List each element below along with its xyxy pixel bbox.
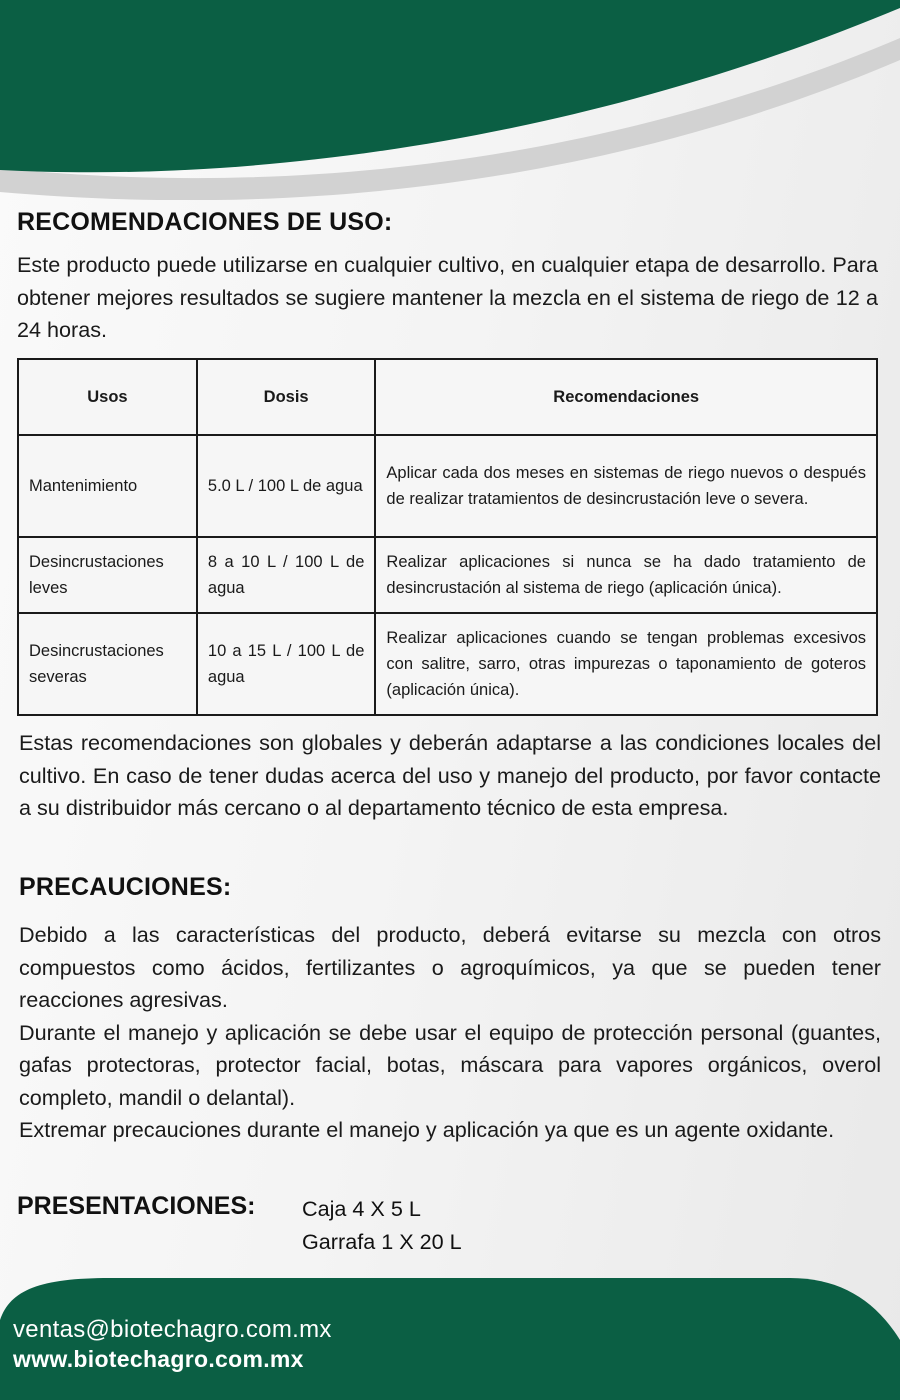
cell-dosis: 5.0 L / 100 L de agua: [197, 435, 376, 537]
precautions-body: [19, 919, 881, 1147]
presentations-title: PRESENTACIONES:: [17, 1192, 256, 1220]
presentations-list: [302, 1193, 462, 1258]
header-recomendaciones: Recomendaciones: [375, 359, 877, 435]
cell-recomendacion: Aplicar cada dos meses en sistemas de riego nuevos o después de realizar tratamientos de desincrustación leve o severa.: [375, 435, 877, 537]
table-header-row: [18, 359, 877, 435]
contact-website[interactable]: www.biotechagro.com.mx: [13, 1346, 304, 1372]
precaution-paragraph: Debido a las características del producto, deberá evitarse su mezcla con otros compuestos como ácidos, fertilizantes o agroquímicos, ya que se pueden tener reacciones agresivas.: [19, 922, 881, 1012]
header-dosis: Dosis: [197, 359, 376, 435]
cell-recomendacion: Realizar aplicaciones si nunca se ha dado tratamiento de desincrustación al sistema de riego (aplicación única).: [375, 537, 877, 613]
top-wave-green: [0, 0, 900, 172]
cell-uso: Mantenimiento: [18, 435, 197, 537]
recommendations-intro: [17, 249, 878, 347]
precaution-paragraph: Extremar precauciones durante el manejo y aplicación ya que es un agente oxidante.: [19, 1117, 835, 1142]
presentation-item: Garrafa 1 X 20 L: [302, 1228, 462, 1254]
usage-table: [17, 358, 878, 716]
disclaimer-note-text: Estas recomendaciones son globales y deberán adaptarse a las condiciones locales del cultivo. En caso de tener dudas acerca del uso y manejo del producto, por favor contacte a su distribuidor más cercano o al departamento técnico de esta empresa.: [19, 730, 881, 820]
cell-uso: Desincrustaciones leves: [18, 537, 197, 613]
precaution-paragraph: Durante el manejo y aplicación se debe usar el equipo de protección personal (guantes, gafas protectoras, protector facial, botas, máscara para vapores orgánicos, overol completo, mandil o delantal).: [19, 1019, 881, 1110]
cell-uso: Desincrustaciones severas: [18, 613, 197, 715]
recommendations-title: RECOMENDACIONES DE USO:: [17, 208, 393, 236]
contact-email[interactable]: ventas@biotechagro.com.mx: [13, 1316, 332, 1343]
cell-recomendacion: Realizar aplicaciones cuando se tengan problemas excesivos con salitre, sarro, otras impurezas o taponamiento de goteros (aplicación única).: [375, 613, 877, 715]
header-usos: Usos: [18, 359, 197, 435]
precautions-title: PRECAUCIONES:: [19, 873, 232, 901]
disclaimer-note: [19, 727, 881, 825]
recommendations-intro-text: Este producto puede utilizarse en cualquier cultivo, en cualquier etapa de desarrollo. Para obtener mejores resultados se sugiere mantener la mezcla en el sistema de riego de 12 a 24 horas.: [17, 252, 878, 342]
cell-dosis: 10 a 15 L / 100 L de agua: [197, 613, 376, 715]
table-row: [18, 537, 877, 613]
cell-dosis: 8 a 10 L / 100 L de agua: [197, 537, 376, 613]
table-row: [18, 613, 877, 715]
table-row: [18, 435, 877, 537]
top-wave-banner: [0, 0, 900, 200]
presentation-item: Caja 4 X 5 L: [302, 1196, 421, 1221]
